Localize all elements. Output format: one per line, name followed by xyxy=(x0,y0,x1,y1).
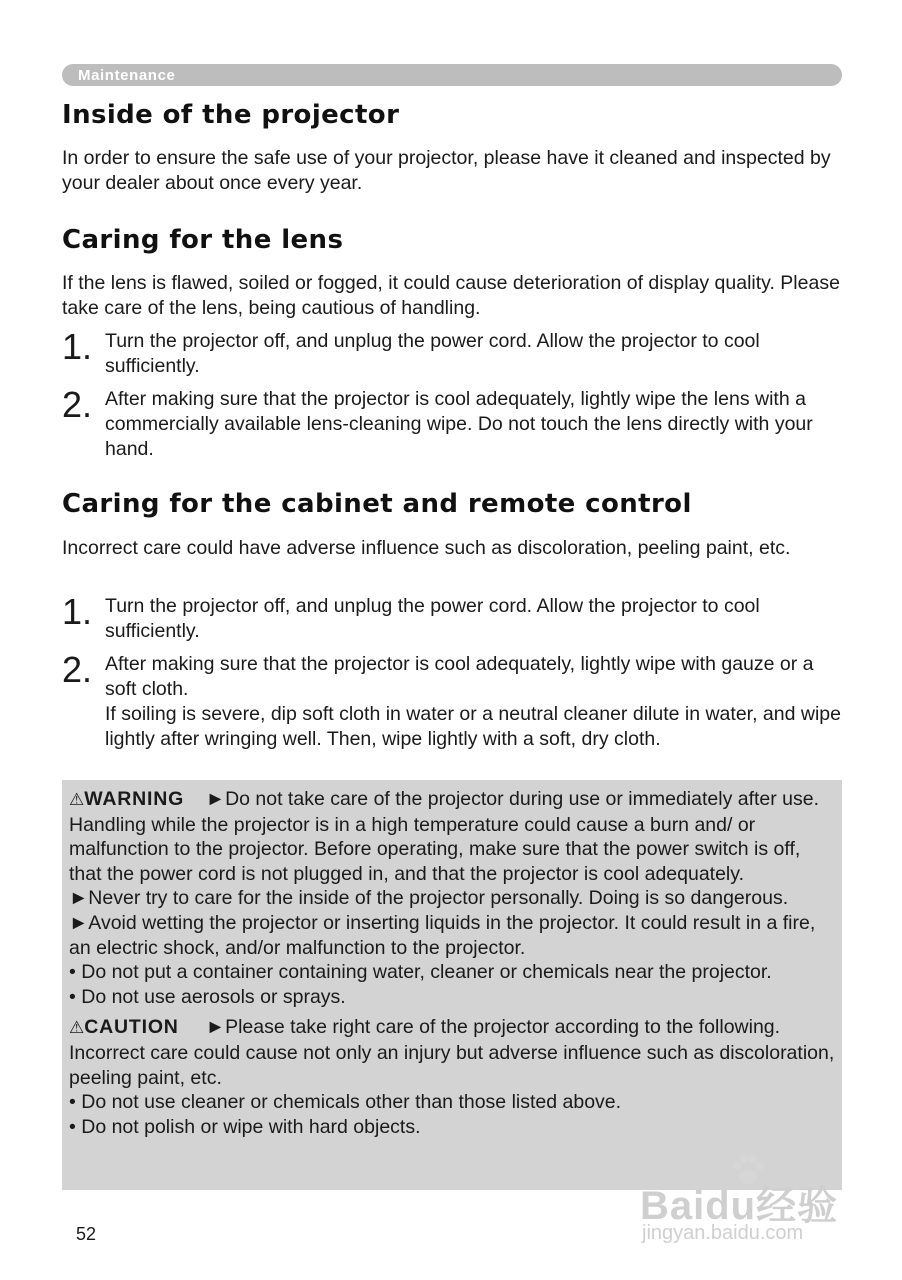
heading-inside-projector: Inside of the projector xyxy=(62,100,400,130)
caution-label: CAUTION xyxy=(84,1016,179,1039)
baidu-watermark xyxy=(640,1150,850,1250)
lens-step-1 xyxy=(62,326,842,379)
warning-paragraph xyxy=(69,787,837,886)
step-number: 2. xyxy=(62,649,93,690)
step-number: 1. xyxy=(62,326,93,367)
warning-triangle-icon: ⚠ xyxy=(69,790,85,809)
warning-item: ►Never try to care for the inside of the projector personally. Doing is so dangerous. xyxy=(69,887,789,910)
heading-caring-lens: Caring for the lens xyxy=(62,225,344,255)
step-text: After making sure that the projector is cool adequately, lightly wipe the lens with a commercially available lens-cleaning wipe. Do not touch the lens directly with your hand. xyxy=(105,388,813,460)
lens-intro-text: If the lens is flawed, soiled or fogged, it could cause deterioration of display quality. Please take care of the lens, being cautious of handling. xyxy=(62,272,840,319)
cabinet-intro-text: Incorrect care could have adverse influence such as discoloration, peeling paint, etc. xyxy=(62,537,791,559)
cabinet-step-1 xyxy=(62,591,842,644)
warning-lead-text: ►Do not take care of the projector during use or immediately after use. Handling while the projector is in a high temperature could cause a burn and/ or malfunction to the projector. Before operating, make sure that the power switch is off, that the power cord is not plugged in, and that the projector is cool adequately. xyxy=(69,788,820,885)
warning-item: ►Avoid wetting the projector or inserting liquids in the projector. It could result in a fire, an electric shock, and/or malfunction to the projector. xyxy=(69,911,816,959)
page-number: 52 xyxy=(76,1224,97,1244)
warning-item: • Do not use aerosols or sprays. xyxy=(69,985,346,1008)
cabinet-step-2 xyxy=(62,649,842,752)
caution-item: • Do not use cleaner or chemicals other than those listed above. xyxy=(69,1091,622,1114)
step-text-line-1: After making sure that the projector is cool adequately, lightly wipe with gauze or a soft cloth. xyxy=(105,653,814,700)
warning-label: WARNING xyxy=(84,788,185,810)
step-text: Turn the projector off, and unplug the power cord. Allow the projector to cool sufficiently. xyxy=(105,330,760,377)
watermark-logo: Baidu经验 xyxy=(640,1184,839,1228)
lens-step-2 xyxy=(62,384,842,462)
watermark-url: jingyan.baidu.com xyxy=(642,1222,804,1244)
warning-item: • Do not put a container containing water, cleaner or chemicals near the projector. xyxy=(69,961,772,984)
caution-triangle-icon: ⚠ xyxy=(69,1018,85,1038)
heading-caring-cabinet: Caring for the cabinet and remote control xyxy=(62,489,692,519)
step-text: Turn the projector off, and unplug the power cord. Allow the projector to cool sufficiently. xyxy=(105,595,760,642)
step-text xyxy=(105,652,842,752)
inside-body-text: In order to ensure the safe use of your projector, please have it cleaned and inspected by your dealer about once every year. xyxy=(62,147,831,194)
caution-paragraph xyxy=(69,1015,837,1090)
section-label: Maintenance xyxy=(78,67,176,84)
section-header-bar xyxy=(62,64,842,86)
safety-notice-box xyxy=(62,780,842,1190)
step-number: 1. xyxy=(62,591,93,632)
caution-lead-text: ►Please take right care of the projector according to the following. Incorrect care could cause not only an injury but adverse influence such as discoloration, peeling paint, etc. xyxy=(69,1016,835,1089)
step-number: 2. xyxy=(62,384,93,425)
step-text-line-2: If soiling is severe, dip soft cloth in water or a neutral cleaner dilute in water, and wipe lightly after wringing well. Then, wipe lightly with a soft, dry cloth. xyxy=(105,703,841,750)
caution-item: • Do not polish or wipe with hard objects. xyxy=(69,1115,421,1138)
